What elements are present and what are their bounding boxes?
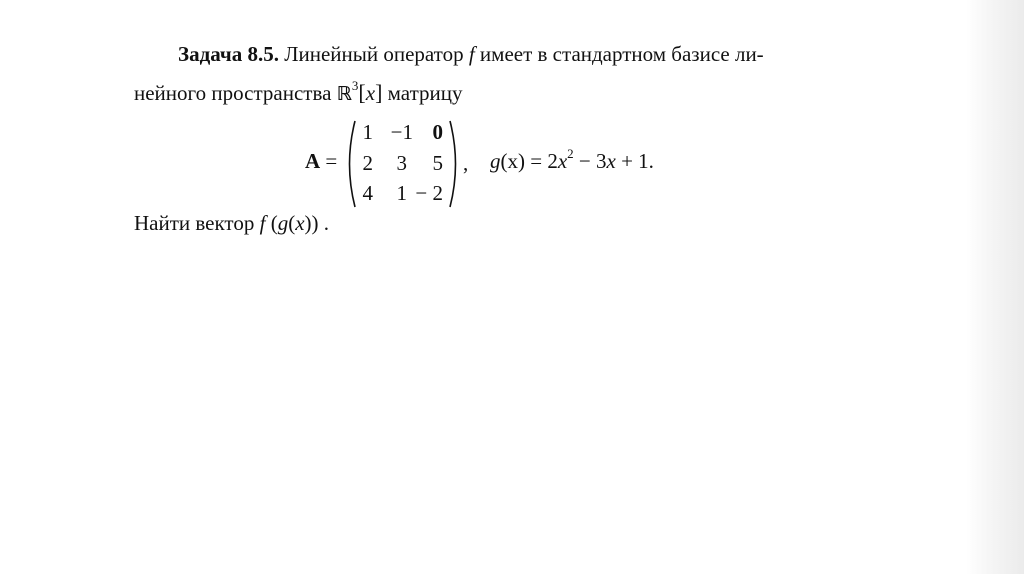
matrix-cell-1-3: 0	[432, 120, 443, 144]
g-x-var: x	[606, 149, 616, 173]
problem-label: Задача 8.5.	[178, 42, 279, 66]
bracket-close: ]	[375, 80, 383, 105]
polynomial-definition	[490, 146, 654, 174]
task-line	[134, 211, 329, 236]
right-parenthesis	[448, 119, 462, 209]
g-constant: + 1.	[615, 149, 654, 173]
formula-comma: ,	[463, 151, 469, 175]
task-f: f	[259, 211, 266, 235]
problem-text-3: нейного пространства	[134, 81, 337, 105]
task-open-1: (	[265, 211, 278, 235]
matrix-cell-1-2: −1	[390, 120, 413, 144]
task-end: .	[318, 211, 330, 235]
slide-edge-shadow	[966, 0, 1024, 574]
problem-text-4: матрицу	[382, 81, 463, 105]
task-g: g	[277, 211, 289, 235]
task-x: x	[295, 211, 305, 235]
task-close: ))	[304, 211, 319, 235]
matrix-name: A	[305, 149, 321, 173]
matrix-cell-2-1: 2	[362, 151, 373, 175]
task-text: Найти вектор	[134, 211, 260, 235]
task-open-2: (	[288, 211, 296, 235]
g-function: g	[490, 149, 501, 173]
problem-text-2: имеет в стандартном базисе ли-	[474, 42, 764, 66]
g-x-squared-var: x	[557, 149, 568, 173]
matrix-cell-2-3: 5	[432, 151, 443, 175]
real-numbers-symbol: ℝ	[336, 83, 352, 105]
problem-line-2	[134, 80, 462, 106]
variable-x: x	[365, 81, 376, 105]
g-linear-coef: − 3	[573, 149, 607, 173]
problem-line-1	[178, 42, 764, 67]
g-argument: (x)	[500, 149, 525, 173]
matrix-cell-3-3: − 2	[415, 181, 443, 205]
matrix-cell-1-1: 1	[362, 120, 373, 144]
g-equals: = 2	[525, 149, 558, 173]
equals-sign: =	[320, 149, 338, 173]
bracket-open: [	[358, 80, 366, 105]
dimension-exponent: 3	[351, 78, 359, 93]
problem-text-1: Линейный оператор	[278, 42, 469, 66]
operator-symbol: f	[468, 42, 475, 66]
matrix-cell-2-2: 3	[396, 151, 407, 175]
matrix-cell-3-2: 1	[396, 181, 407, 205]
g-exponent: 2	[567, 146, 574, 161]
matrix-cell-3-1: 4	[362, 181, 373, 205]
